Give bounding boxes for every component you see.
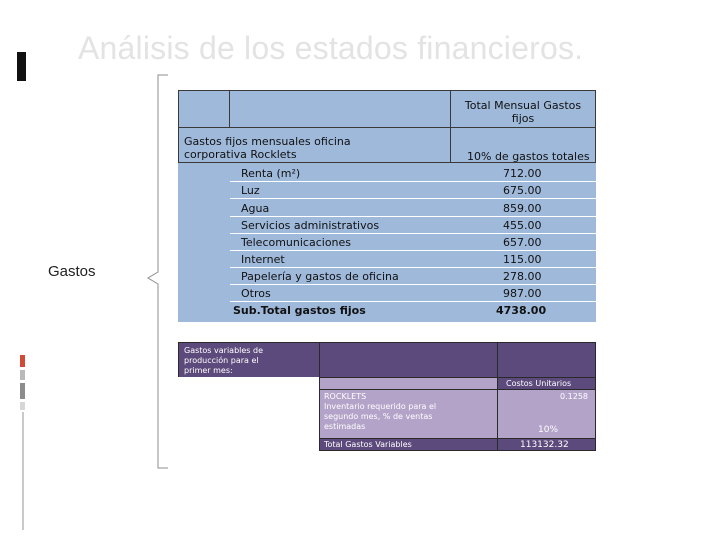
column-header: Total Mensual Gastos fijos	[464, 99, 582, 125]
fixed-costs-table	[178, 90, 596, 322]
side-decoration	[22, 412, 24, 530]
unit-cost-header: Costos Unitarios	[506, 379, 572, 388]
row-label-telecom: Telecomunicaciones	[241, 236, 352, 249]
section-label: Gastos fijos mensuales oficina corporativa Rocklets	[184, 135, 351, 161]
variable-costs-table	[178, 342, 596, 451]
total-label: Total Gastos Variables	[324, 440, 412, 449]
subtotal-label: Sub.Total gastos fijos	[233, 304, 366, 317]
row-separator	[230, 301, 596, 302]
row-separator	[230, 216, 596, 217]
row-separator	[230, 181, 596, 182]
header-empty-cell	[178, 90, 230, 128]
header-empty-cell	[229, 90, 451, 128]
row-separator	[230, 250, 596, 251]
row-value-other: 987.00	[503, 287, 542, 300]
row-value-telecom: 657.00	[503, 236, 542, 249]
subtotal-value: 4738.00	[496, 304, 547, 317]
gastos-label: Gastos	[48, 263, 96, 280]
slide-title: Análisis de los estados financieros.	[78, 30, 584, 66]
row-label-rent: Renta (m²)	[241, 167, 301, 180]
product-unit-cost: 0.1258	[560, 392, 588, 401]
total-value: 113132.32	[520, 440, 569, 450]
row-separator	[230, 267, 596, 268]
side-decoration	[20, 370, 25, 380]
row-label-admin: Servicios administrativos	[241, 219, 380, 232]
variable-header-label: Gastos variables de producción para el primer mes:	[184, 346, 263, 375]
side-decoration	[20, 355, 25, 367]
side-decoration	[20, 402, 25, 410]
percent-note: 10% de gastos totales	[467, 150, 590, 163]
row-separator	[230, 284, 596, 285]
row-value-water: 859.00	[503, 202, 542, 215]
product-label: ROCKLETS	[324, 392, 367, 401]
side-decoration	[20, 383, 25, 399]
row-separator	[230, 233, 596, 234]
row-label-water: Agua	[241, 202, 270, 215]
section-label-cell	[178, 127, 451, 163]
row-label-office-supplies: Papelería y gastos de oficina	[241, 270, 399, 283]
row-value-admin: 455.00	[503, 219, 542, 232]
row-value-light: 675.00	[503, 184, 542, 197]
row-label-light: Luz	[241, 184, 260, 197]
row-value-internet: 115.00	[503, 253, 542, 266]
row-label-internet: Internet	[241, 253, 285, 266]
row-separator	[230, 198, 596, 199]
inventory-label: Inventario requerido para el segundo mes, % de ventas estimadas	[324, 402, 437, 431]
grouping-brace	[144, 74, 174, 474]
row-value-rent: 712.00	[503, 167, 542, 180]
row-label-other: Otros	[241, 287, 271, 300]
accent-bar	[17, 52, 26, 81]
variable-header-cell	[497, 342, 596, 378]
variable-header-cell	[319, 342, 498, 378]
variable-spacer-cell	[178, 389, 320, 451]
row-value-office-supplies: 278.00	[503, 270, 542, 283]
inventory-value: 10%	[538, 425, 559, 435]
